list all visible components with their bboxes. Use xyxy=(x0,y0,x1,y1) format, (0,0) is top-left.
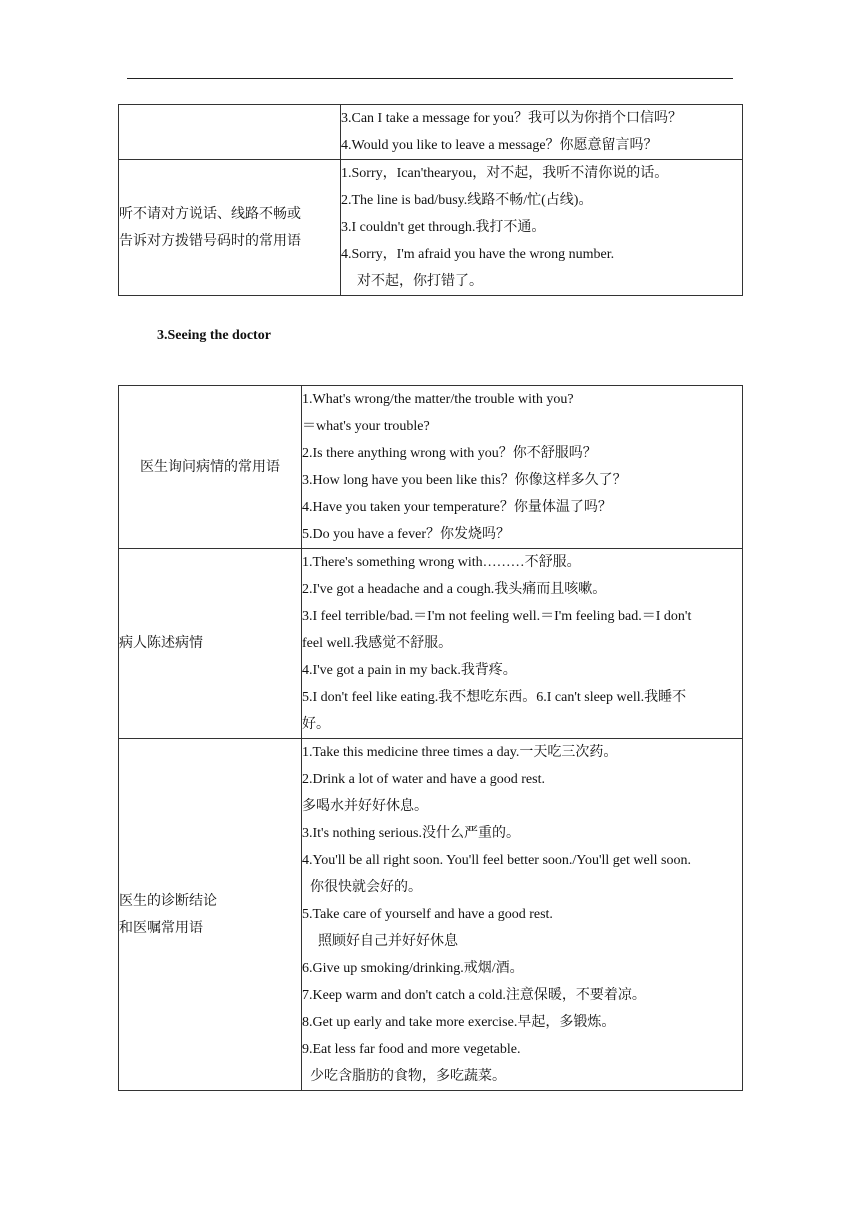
row-content xyxy=(341,160,743,296)
phrase-line: 2.Drink a lot of water and have a good rest. xyxy=(302,772,545,787)
phrase-line: 你很快就会好的。 xyxy=(310,880,422,895)
phrase-line: 3.How long have you been like this？你像这样多久了？ xyxy=(302,473,627,488)
phrase-line: 好。 xyxy=(302,717,330,732)
row-label: 病人陈述病情 xyxy=(119,549,302,739)
row-label-line: 听不请对方说话、线路不畅或 xyxy=(119,205,301,222)
phrase-line: 5.I don't feel like eating.我不想吃东西。6.I can't sleep well.我睡不 xyxy=(302,690,687,705)
table-row xyxy=(119,386,743,549)
row-content xyxy=(302,549,743,739)
phrase-line: 3.Can I take a message for you？我可以为你捎个口信吗？ xyxy=(341,111,682,126)
phrase-line: 多喝水并好好休息。 xyxy=(302,799,428,814)
row-content xyxy=(302,739,743,1091)
phrase-line: 5.Take care of yourself and have a good rest. xyxy=(302,907,553,922)
phrase-line: 3.I couldn't get through.我打不通。 xyxy=(341,220,546,235)
row-label xyxy=(119,739,302,1091)
header-rule xyxy=(127,78,733,79)
phrase-line: 6.Give up smoking/drinking.戒烟/酒。 xyxy=(302,961,524,976)
row-content xyxy=(302,386,743,549)
phrase-line: 3.It's nothing serious.没什么严重的。 xyxy=(302,826,520,841)
phrase-line: 1.Sorry，Ican'thearyou，对不起，我听不清你说的话。 xyxy=(341,166,669,181)
row-label-line: 告诉对方拨错号码时的常用语 xyxy=(119,232,301,249)
doctor-phrases-table xyxy=(118,385,743,1091)
row-content xyxy=(341,105,743,160)
phrase-line: 1.Take this medicine three times a day.一天吃三次药。 xyxy=(302,745,618,760)
table-row xyxy=(119,160,743,296)
phrase-line: 2.Is there anything wrong with you？你不舒服吗？ xyxy=(302,446,597,461)
row-label-line: 和医嘱常用语 xyxy=(119,919,203,936)
phrase-line: 8.Get up early and take more exercise.早起，多锻炼。 xyxy=(302,1015,616,1030)
phrase-line: 4.Sorry，I'm afraid you have the wrong number. xyxy=(341,247,615,262)
table-row xyxy=(119,549,743,739)
phrase-line: 2.I've got a headache and a cough.我头痛而且咳嗽。 xyxy=(302,582,607,597)
phrase-line: 少吃含脂肪的食物，多吃蔬菜。 xyxy=(310,1069,506,1084)
phone-phrases-table xyxy=(118,104,743,296)
phrase-line: 7.Keep warm and don't catch a cold.注意保暖，不要着凉。 xyxy=(302,988,646,1003)
phrase-line: ＝what's your trouble? xyxy=(302,419,430,434)
phrase-line: 照顾好自己并好好休息 xyxy=(318,934,458,949)
phrase-line: 4.You'll be all right soon. You'll feel better soon./You'll get well soon. xyxy=(302,853,691,868)
row-label xyxy=(119,105,341,160)
table-row xyxy=(119,739,743,1091)
phrase-line: 1.There's something wrong with………不舒服。 xyxy=(302,555,581,570)
phrase-line: 4.Would you like to leave a message？你愿意留言吗？ xyxy=(341,138,658,153)
phrase-line: 5.Do you have a fever？你发烧吗？ xyxy=(302,527,511,542)
row-label-line: 医生的诊断结论 xyxy=(119,892,217,909)
phrase-line: 4.Have you taken your temperature？你量体温了吗？ xyxy=(302,500,612,515)
phrase-line: 2.The line is bad/busy.线路不畅/忙(占线)。 xyxy=(341,193,593,208)
phrase-line: 1.What's wrong/the matter/the trouble with you? xyxy=(302,392,574,407)
phrase-line: 4.I've got a pain in my back.我背疼。 xyxy=(302,663,517,678)
section-title: 3.Seeing the doctor xyxy=(157,328,271,343)
table-row xyxy=(119,105,743,160)
phrase-line: 9.Eat less far food and more vegetable. xyxy=(302,1042,521,1057)
phrase-line: 对不起，你打错了。 xyxy=(357,274,483,289)
row-label: 医生询问病情的常用语 xyxy=(119,386,302,549)
row-label xyxy=(119,160,341,296)
phrase-line: 3.I feel terrible/bad.＝I'm not feeling well.＝I'm feeling bad.＝I don't xyxy=(302,609,692,624)
phrase-line: feel well.我感觉不舒服。 xyxy=(302,636,453,651)
